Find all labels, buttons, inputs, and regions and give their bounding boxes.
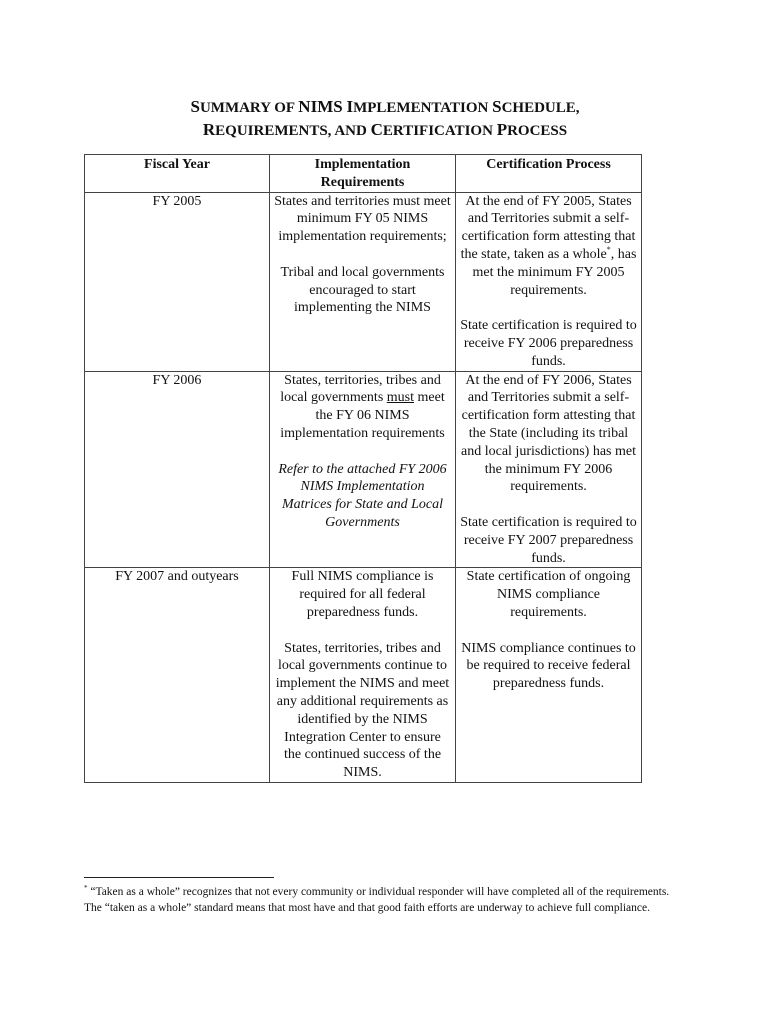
title-word: NIMS	[298, 97, 343, 116]
certification-paragraph: NIMS compliance continues to be required to receive federal preparedness funds.	[461, 640, 636, 692]
fiscal-year-text: FY 2006	[152, 372, 202, 388]
implementation-paragraph: States, territories, tribes and local governments continue to implement the NIMS and meet any additional requirements as identified by the NIMS Integration Center to ensure the continued success of the NIMS.	[275, 640, 450, 781]
title-line-1	[0, 96, 770, 119]
footnote-divider	[84, 877, 274, 878]
footnote-marker: *	[606, 244, 611, 254]
title-word: I	[346, 97, 354, 116]
implementation-paragraph	[274, 372, 451, 443]
header-fiscal-year: Fiscal Year	[85, 155, 270, 193]
fiscal-year-text: FY 2005	[152, 193, 202, 209]
certification-cell	[456, 568, 642, 783]
table-row	[85, 192, 642, 371]
implementation-text: States, territories, tribes and local governments	[280, 372, 441, 406]
certification-cell	[456, 192, 642, 371]
title-word-rest: EQUIREMENTS, AND	[215, 123, 367, 139]
implementation-text: meet the FY 06 NIMS implementation requirements	[280, 390, 445, 441]
fiscal-year-cell	[85, 568, 270, 783]
table-row	[85, 568, 642, 783]
fiscal-year-cell	[85, 371, 270, 568]
implementation-paragraph: States and territories must meet minimum FY 05 NIMS implementation requirements;	[274, 193, 451, 245]
footnote-text: “Taken as a whole” recognizes that not every community or individual responder will have completed all of the requirements. The “taken as a whole” standard means that most have and that good faith efforts are underway to achieve full compliance.	[84, 886, 670, 914]
implementation-cell	[270, 568, 456, 783]
table-header-row	[85, 155, 642, 193]
footnote	[84, 884, 684, 916]
certification-paragraph: At the end of FY 2006, States and Territories submit a self-certification form attesting that the State (including its tribal and local jurisdictions) has met the minimum FY 2006 requirements.	[461, 372, 636, 495]
certification-paragraph	[460, 193, 637, 300]
title-word: S	[190, 97, 200, 116]
title-word: C	[370, 120, 383, 139]
certification-text: , has met the minimum FY 2005 requirements.	[472, 246, 637, 298]
title-word: P	[496, 120, 508, 139]
title-word: R	[202, 120, 216, 139]
header-implementation-requirements: Implementation Requirements	[270, 155, 456, 193]
title-word-rest: MPLEMENTATION	[353, 100, 489, 116]
certification-cell	[456, 371, 642, 568]
underlined-emphasis: must	[386, 390, 415, 406]
certification-text: At the end of FY 2005, States and Territories submit a self-certification form attesting that the state, taken as a whole	[460, 193, 636, 262]
matrices-reference: Refer to the attached FY 2006 NIMS Implementation Matrices for State and Local Governments	[278, 461, 447, 530]
header-certification-process: Certification Process	[456, 155, 642, 193]
footnote-marker: *	[84, 884, 88, 892]
title-line-2	[0, 119, 770, 142]
title-word-rest: CHEDULE,	[501, 100, 580, 116]
certification-paragraph: State certification is required to receive FY 2007 preparedness funds.	[460, 514, 637, 566]
fiscal-year-text: FY 2007 and outyears	[115, 569, 239, 585]
fiscal-year-cell	[85, 192, 270, 371]
title-word-rest: UMMARY OF	[199, 100, 295, 116]
implementation-paragraph: Full NIMS compliance is required for all federal preparedness funds.	[291, 569, 434, 620]
implementation-cell	[270, 192, 456, 371]
certification-paragraph: State certification of ongoing NIMS compliance requirements.	[466, 569, 631, 620]
implementation-cell	[270, 371, 456, 568]
title-word-rest: ERTIFICATION	[382, 123, 493, 139]
certification-paragraph: State certification is required to receive FY 2006 preparedness funds.	[460, 318, 637, 369]
title-word-rest: ROCESS	[507, 123, 568, 139]
implementation-schedule-table	[84, 154, 642, 783]
implementation-paragraph: Tribal and local governments encouraged to start implementing the NIMS	[280, 264, 445, 316]
document-title	[0, 96, 770, 142]
table-row	[85, 371, 642, 568]
title-word: S	[492, 97, 502, 116]
